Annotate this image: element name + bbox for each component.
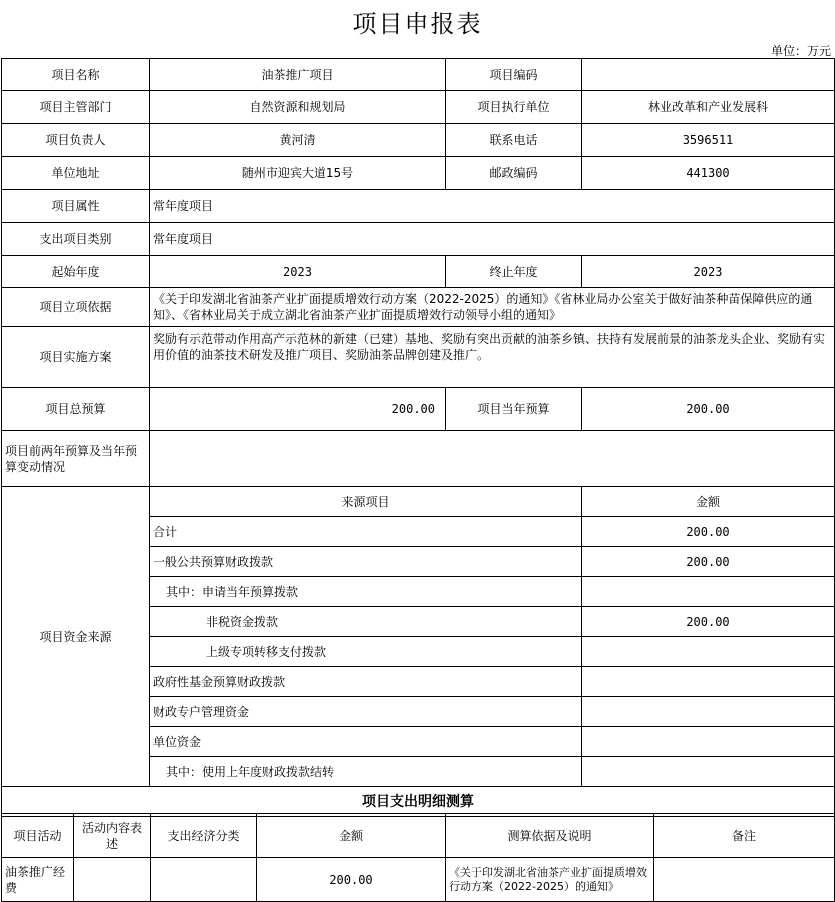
category-value: 常年度项目 xyxy=(150,223,835,256)
address-value: 随州市迎宾大道15号 xyxy=(150,157,446,190)
unit-label: 单位：万元 xyxy=(770,44,831,58)
dept-value: 自然资源和规划局 xyxy=(150,91,446,124)
zip-value: 441300 xyxy=(582,157,835,190)
detail-header-content: 活动内容表述 xyxy=(74,814,151,858)
exec-unit-value: 林业改革和产业发展科 xyxy=(582,91,835,124)
funding-row-name: 上级专项转移支付拨款 xyxy=(150,637,582,667)
funding-row-amount xyxy=(582,757,835,787)
funding-row-amount xyxy=(582,667,835,697)
funding-row-amount xyxy=(582,637,835,667)
detail-header-note: 备注 xyxy=(654,814,835,858)
funding-row-name: 其中：申请当年预算拨款 xyxy=(150,577,582,607)
expense-detail-table xyxy=(1,813,835,902)
detail-econ xyxy=(151,858,257,902)
funding-row-name: 一般公共预算财政拨款 xyxy=(150,547,582,577)
funding-label: 项目资金来源 xyxy=(2,487,150,787)
end-year-label: 终止年度 xyxy=(446,256,582,288)
funding-row-amount: 200.00 xyxy=(582,517,835,547)
detail-header-amount: 金额 xyxy=(257,814,446,858)
funding-row-name: 单位资金 xyxy=(150,727,582,757)
funding-row-amount xyxy=(582,727,835,757)
page-title: 项目申报表 xyxy=(352,10,483,38)
project-code-value xyxy=(582,59,835,91)
attribute-value: 常年度项目 xyxy=(150,190,835,223)
detail-header-activity: 项目活动 xyxy=(2,814,74,858)
project-info-table xyxy=(1,58,835,817)
detail-header-econ: 支出经济分类 xyxy=(151,814,257,858)
detail-header-basis: 测算依据及说明 xyxy=(446,814,654,858)
funding-row-name: 合计 xyxy=(150,517,582,547)
detail-note xyxy=(654,858,835,902)
funding-row-amount xyxy=(582,577,835,607)
funding-row-name: 非税资金拨款 xyxy=(150,607,582,637)
funding-row-amount: 200.00 xyxy=(582,547,835,577)
project-name-value: 油茶推广项目 xyxy=(150,59,446,91)
budget-change-value xyxy=(150,431,835,487)
end-year-value: 2023 xyxy=(582,256,835,288)
detail-basis: 《关于印发湖北省油茶产业扩面提质增效行动方案（2022-2025）的通知》 xyxy=(446,858,654,902)
detail-section-title: 项目支出明细测算 xyxy=(2,787,835,817)
total-budget-label: 项目总预算 xyxy=(2,388,150,431)
total-budget-value: 200.00 xyxy=(150,388,446,431)
basis-value: 《关于印发湖北省油茶产业扩面提质增效行动方案（2022-2025）的通知》《省林业局办公室关于做好油茶种苗保障供应的通知》、《省林业局关于成立湖北省油茶产业扩面提质增效行动领导小组的通知》 xyxy=(150,288,835,327)
funding-amount-header: 金额 xyxy=(582,487,835,517)
phone-label: 联系电话 xyxy=(446,124,582,157)
plan-label: 项目实施方案 xyxy=(2,327,150,388)
address-label: 单位地址 xyxy=(2,157,150,190)
funding-row-name: 财政专户管理资金 xyxy=(150,697,582,727)
start-year-label: 起始年度 xyxy=(2,256,150,288)
funding-row-amount xyxy=(582,697,835,727)
dept-label: 项目主管部门 xyxy=(2,91,150,124)
funding-row-name: 其中：使用上年度财政拨款结转 xyxy=(150,757,582,787)
budget-change-label: 项目前两年预算及当年预算变动情况 xyxy=(2,431,150,487)
detail-activity: 油茶推广经费 xyxy=(2,858,74,902)
leader-value: 黄河清 xyxy=(150,124,446,157)
leader-label: 项目负责人 xyxy=(2,124,150,157)
plan-value: 奖励有示范带动作用高产示范林的新建（已建）基地、奖励有突出贡献的油茶乡镇、扶持有发展前景的油茶龙头企业、奖励有实用价值的油茶技术研发及推广项目、奖励油茶品牌创建及推广。 xyxy=(150,327,835,388)
current-budget-value: 200.00 xyxy=(582,388,835,431)
exec-unit-label: 项目执行单位 xyxy=(446,91,582,124)
funding-row-amount: 200.00 xyxy=(582,607,835,637)
funding-source-header: 来源项目 xyxy=(150,487,582,517)
detail-content xyxy=(74,858,151,902)
attribute-label: 项目属性 xyxy=(2,190,150,223)
funding-row-name: 政府性基金预算财政拨款 xyxy=(150,667,582,697)
category-label: 支出项目类别 xyxy=(2,223,150,256)
phone-value: 3596511 xyxy=(582,124,835,157)
zip-label: 邮政编码 xyxy=(446,157,582,190)
project-name-label: 项目名称 xyxy=(2,59,150,91)
current-budget-label: 项目当年预算 xyxy=(446,388,582,431)
basis-label: 项目立项依据 xyxy=(2,288,150,327)
start-year-value: 2023 xyxy=(150,256,446,288)
detail-amount: 200.00 xyxy=(257,858,446,902)
project-code-label: 项目编码 xyxy=(446,59,582,91)
